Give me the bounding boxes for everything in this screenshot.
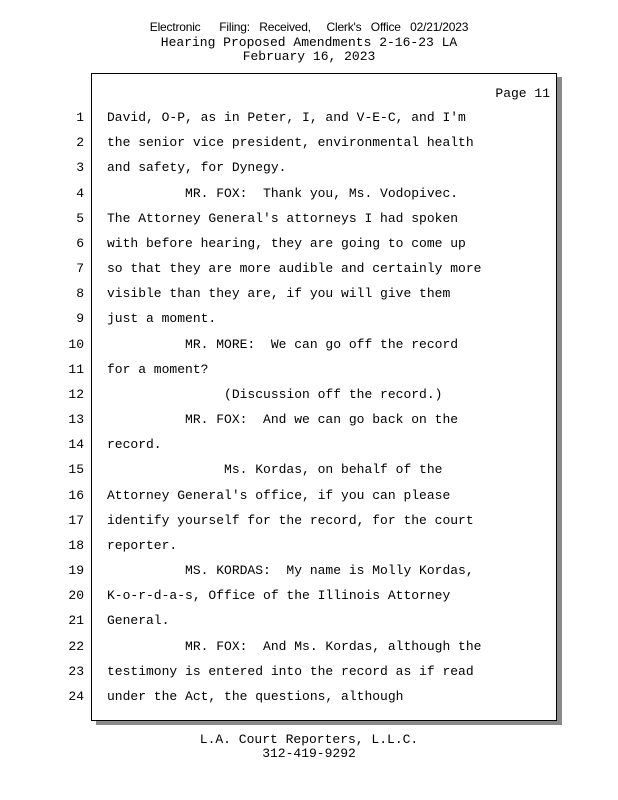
line-text: just a moment. (107, 311, 217, 327)
line-number: 21 (68, 613, 84, 629)
line-number: 16 (68, 487, 84, 503)
line-text: MS. KORDAS: My name is Molly Kordas, (107, 563, 474, 579)
line-text: MR. FOX: Thank you, Ms. Vodopivec. (107, 185, 459, 201)
line-text: identify yourself for the record, for the court (107, 512, 474, 528)
line-text: for a moment? (107, 361, 209, 377)
electronic-filing-stamp: Electronic Filing: Received, Clerk's Office 02/21/2023 (149, 20, 469, 34)
line-text: with before hearing, they are going to come up (107, 235, 466, 251)
line-text: the senior vice president, environmental health (107, 135, 474, 151)
line-number: 18 (68, 537, 84, 553)
line-number: 7 (76, 261, 84, 276)
line-number: 9 (76, 311, 84, 327)
line-text: David, O-P, as in Peter, I, and V-E-C, and I'm (107, 110, 466, 125)
transcript-title: Hearing Proposed Amendments 2-16-23 LA (160, 35, 458, 50)
line-text: Ms. Kordas, on behalf of the (107, 462, 443, 478)
line-text: MR. FOX: And we can go back on the (107, 412, 459, 427)
line-number: 5 (76, 210, 84, 226)
transcript-date: February 16, 2023 (242, 49, 376, 64)
line-number: 17 (68, 512, 84, 528)
footer-company: L.A. Court Reporters, L.L.C. (199, 732, 419, 747)
line-text: The Attorney General's attorneys I had spoken (107, 210, 459, 226)
line-text: reporter. (107, 537, 178, 553)
line-number: 2 (76, 135, 84, 151)
line-text: and safety, for Dynegy. (107, 160, 287, 176)
line-number: 14 (68, 437, 84, 453)
footer-phone: 312-419-9292 (262, 746, 356, 761)
line-text: K-o-r-d-a-s, Office of the Illinois Attorney (107, 588, 451, 604)
line-text: (Discussion off the record.) (107, 386, 443, 402)
line-number: 10 (68, 336, 84, 352)
line-number: 15 (68, 462, 84, 478)
line-text: visible than they are, if you will give them (107, 286, 451, 302)
line-text: MR. MORE: We can go off the record (107, 336, 459, 352)
line-number: 11 (68, 361, 84, 377)
line-number: 22 (68, 638, 84, 654)
line-text: record. (107, 437, 162, 453)
line-number: 13 (68, 412, 84, 427)
line-number: 23 (68, 663, 84, 679)
line-number: 1 (76, 110, 84, 125)
line-number: 19 (68, 563, 84, 579)
line-number: 12 (68, 386, 84, 402)
line-number: 3 (76, 160, 84, 176)
line-text: Attorney General's office, if you can please (107, 487, 451, 503)
line-text: MR. FOX: And Ms. Kordas, although the (107, 638, 482, 654)
line-text: General. (107, 613, 170, 629)
line-text: testimony is entered into the record as if read (107, 663, 474, 679)
line-text: so that they are more audible and certainly more (107, 261, 482, 276)
line-number: 4 (76, 185, 84, 201)
line-number: 20 (68, 588, 84, 604)
page-number-label: Page 11 (495, 86, 550, 101)
line-number: 8 (76, 286, 84, 302)
line-text: under the Act, the questions, although (107, 688, 404, 704)
line-number: 24 (68, 688, 84, 704)
line-number: 6 (76, 235, 84, 251)
